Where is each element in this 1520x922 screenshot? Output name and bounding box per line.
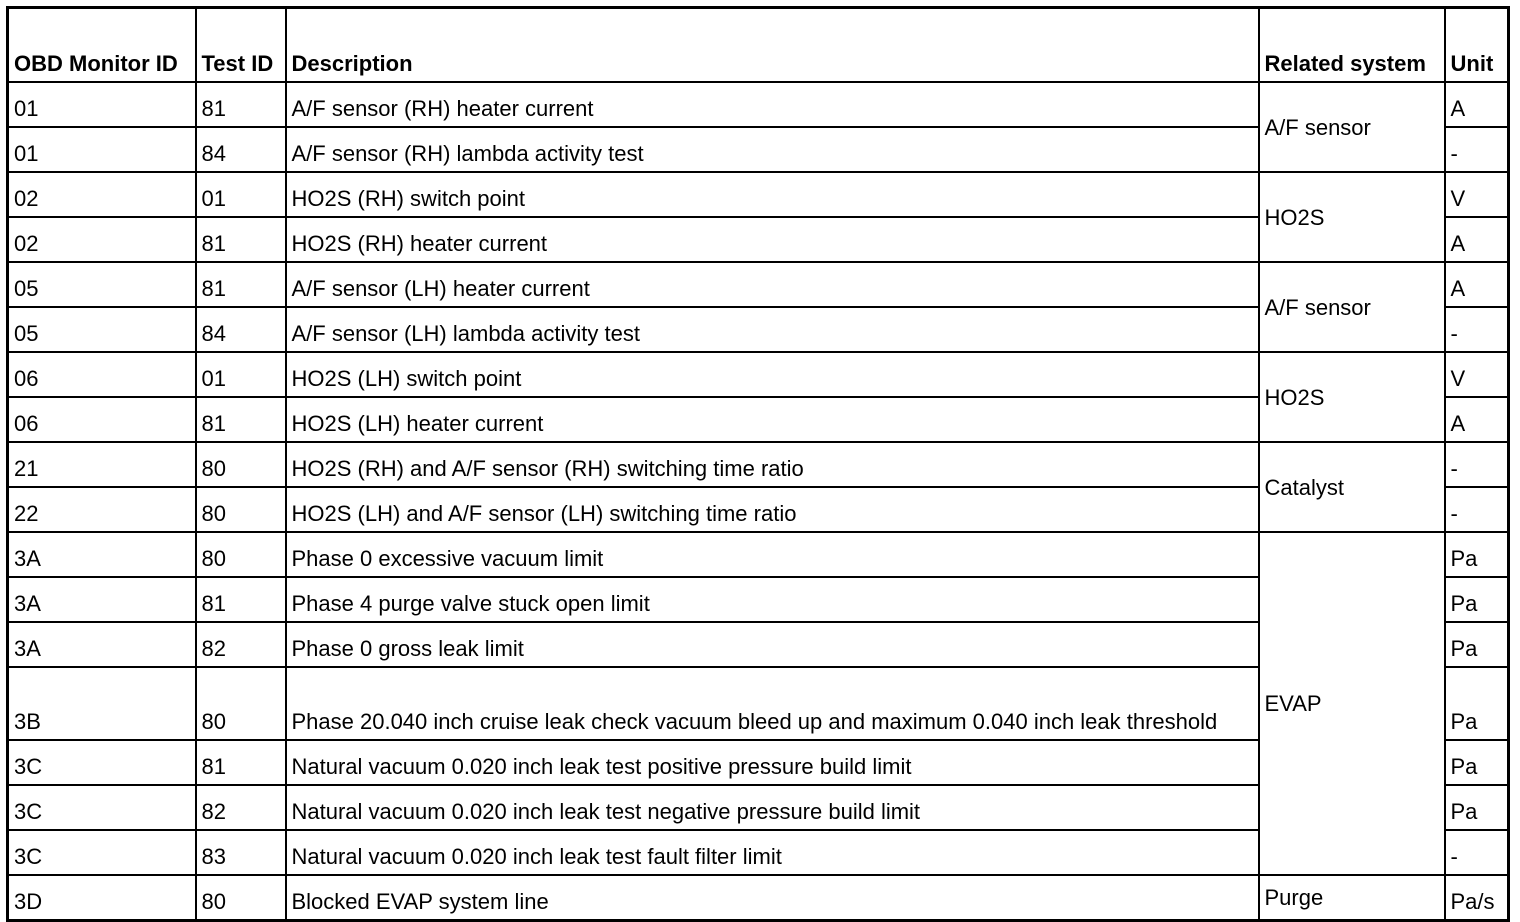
cell-related-system: EVAP (1259, 532, 1445, 875)
cell-test-id: 84 (196, 127, 286, 172)
cell-description: Blocked EVAP system line (286, 875, 1259, 921)
cell-test-id: 80 (196, 487, 286, 532)
cell-unit: A (1445, 397, 1509, 442)
cell-test-id: 81 (196, 397, 286, 442)
obd-monitor-table (6, 6, 1510, 922)
cell-monitor-id: 3D (8, 875, 196, 921)
header-monitor-id: OBD Monitor ID (8, 8, 196, 83)
cell-unit: - (1445, 127, 1509, 172)
cell-test-id: 80 (196, 667, 286, 740)
cell-unit: Pa (1445, 577, 1509, 622)
cell-related-system: A/F sensor (1259, 82, 1445, 172)
cell-description: Phase 4 purge valve stuck open limit (286, 577, 1259, 622)
cell-unit: Pa (1445, 622, 1509, 667)
cell-description: HO2S (RH) and A/F sensor (RH) switching time ratio (286, 442, 1259, 487)
cell-monitor-id: 3A (8, 577, 196, 622)
cell-monitor-id: 3A (8, 532, 196, 577)
cell-description: HO2S (LH) and A/F sensor (LH) switching time ratio (286, 487, 1259, 532)
cell-test-id: 83 (196, 830, 286, 875)
cell-test-id: 81 (196, 217, 286, 262)
table-row (8, 442, 1509, 487)
cell-description: Natural vacuum 0.020 inch leak test positive pressure build limit (286, 740, 1259, 785)
cell-unit: Pa (1445, 740, 1509, 785)
cell-test-id: 81 (196, 577, 286, 622)
header-test-id: Test ID (196, 8, 286, 83)
table-row (8, 172, 1509, 217)
cell-monitor-id: 3C (8, 830, 196, 875)
cell-unit: Pa (1445, 785, 1509, 830)
cell-description: Natural vacuum 0.020 inch leak test fault filter limit (286, 830, 1259, 875)
cell-monitor-id: 3B (8, 667, 196, 740)
cell-monitor-id: 22 (8, 487, 196, 532)
cell-unit: - (1445, 442, 1509, 487)
cell-unit: - (1445, 487, 1509, 532)
cell-unit: Pa (1445, 667, 1509, 740)
cell-unit: V (1445, 352, 1509, 397)
cell-description: Natural vacuum 0.020 inch leak test negative pressure build limit (286, 785, 1259, 830)
cell-test-id: 80 (196, 875, 286, 921)
cell-test-id: 80 (196, 442, 286, 487)
table-header-row (8, 8, 1509, 83)
cell-description: Phase 0 excessive vacuum limit (286, 532, 1259, 577)
cell-monitor-id: 21 (8, 442, 196, 487)
cell-monitor-id: 3A (8, 622, 196, 667)
cell-description: HO2S (LH) switch point (286, 352, 1259, 397)
header-description: Description (286, 8, 1259, 83)
cell-test-id: 84 (196, 307, 286, 352)
cell-related-system: Purge (1259, 875, 1445, 921)
cell-unit: A (1445, 82, 1509, 127)
cell-description: Phase 20.040 inch cruise leak check vacuum bleed up and maximum 0.040 inch leak threshold (286, 667, 1259, 740)
table-row (8, 875, 1509, 921)
cell-monitor-id: 01 (8, 82, 196, 127)
cell-monitor-id: 06 (8, 352, 196, 397)
cell-description: HO2S (RH) heater current (286, 217, 1259, 262)
cell-test-id: 01 (196, 352, 286, 397)
cell-unit: Pa (1445, 532, 1509, 577)
cell-monitor-id: 3C (8, 785, 196, 830)
cell-test-id: 82 (196, 785, 286, 830)
cell-related-system: A/F sensor (1259, 262, 1445, 352)
cell-monitor-id: 06 (8, 397, 196, 442)
table-row (8, 532, 1509, 577)
cell-test-id: 80 (196, 532, 286, 577)
cell-test-id: 01 (196, 172, 286, 217)
cell-description: A/F sensor (RH) heater current (286, 82, 1259, 127)
cell-description: Phase 0 gross leak limit (286, 622, 1259, 667)
cell-monitor-id: 01 (8, 127, 196, 172)
header-related-system: Related system (1259, 8, 1445, 83)
cell-description: A/F sensor (RH) lambda activity test (286, 127, 1259, 172)
cell-related-system: HO2S (1259, 352, 1445, 442)
table-row (8, 352, 1509, 397)
cell-description: HO2S (LH) heater current (286, 397, 1259, 442)
cell-monitor-id: 02 (8, 172, 196, 217)
cell-unit: V (1445, 172, 1509, 217)
cell-monitor-id: 05 (8, 307, 196, 352)
cell-monitor-id: 02 (8, 217, 196, 262)
cell-description: HO2S (RH) switch point (286, 172, 1259, 217)
cell-related-system: Catalyst (1259, 442, 1445, 532)
cell-related-system: HO2S (1259, 172, 1445, 262)
cell-test-id: 81 (196, 262, 286, 307)
cell-unit: Pa/s (1445, 875, 1509, 921)
header-unit: Unit (1445, 8, 1509, 83)
table-row (8, 82, 1509, 127)
cell-monitor-id: 3C (8, 740, 196, 785)
cell-unit: - (1445, 830, 1509, 875)
cell-unit: A (1445, 262, 1509, 307)
cell-unit: - (1445, 307, 1509, 352)
cell-description: A/F sensor (LH) lambda activity test (286, 307, 1259, 352)
table-row (8, 262, 1509, 307)
cell-description: A/F sensor (LH) heater current (286, 262, 1259, 307)
cell-monitor-id: 05 (8, 262, 196, 307)
cell-test-id: 81 (196, 740, 286, 785)
cell-unit: A (1445, 217, 1509, 262)
cell-test-id: 81 (196, 82, 286, 127)
cell-test-id: 82 (196, 622, 286, 667)
